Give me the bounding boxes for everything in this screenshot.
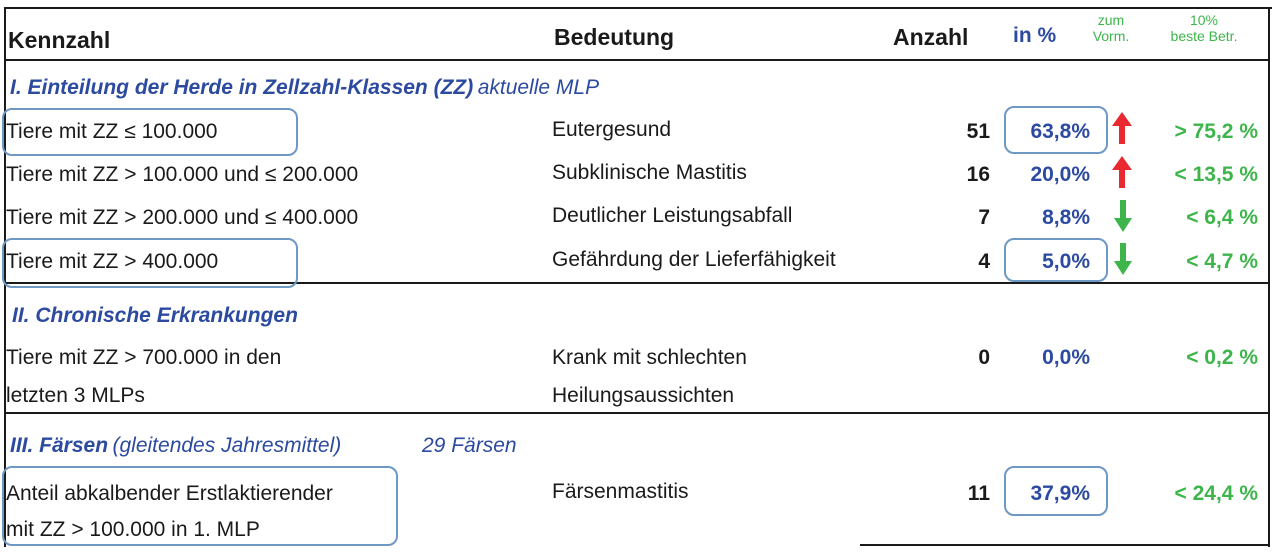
right-border [1268, 7, 1270, 547]
section2-title: II. Chronische Erkrankungen [12, 304, 298, 327]
highlight-row1-percent [1004, 106, 1108, 154]
section2-kennzahl-line2: letzten 3 MLPs [6, 384, 145, 407]
arrow-up-icon [1112, 112, 1132, 144]
header-best-line1: 10% [1189, 12, 1219, 28]
row2-anzahl: 16 [966, 163, 990, 186]
highlight-section3-kennzahl [2, 466, 398, 546]
bottom-rule [860, 544, 1270, 546]
section1-subtitle: aktuelle MLP [477, 76, 600, 99]
highlight-section3-percent [1004, 466, 1108, 516]
row4-best: < 4,7 % [1186, 250, 1258, 273]
top-rule [4, 7, 1272, 9]
section2-best: < 0,2 % [1186, 346, 1258, 369]
section3-subtitle: (gleitendes Jahresmittel) [112, 434, 342, 457]
section3-percent: 37,9% [1030, 482, 1090, 505]
header-in-percent: in % [1013, 24, 1057, 47]
row3-best: < 6,4 % [1186, 206, 1258, 229]
row2-best: < 13,5 % [1174, 163, 1258, 186]
section1-heading [10, 76, 599, 100]
row1-bedeutung: Eutergesund [552, 118, 672, 141]
section3-kennzahl-line1: Anteil abkalbender Erstlaktierender [6, 482, 333, 505]
section1-title: I. Einteilung der Herde in Zellzahl-Klassen (ZZ) [10, 76, 474, 99]
row2-kennzahl: Tiere mit ZZ > 100.000 und ≤ 200.000 [6, 163, 359, 186]
highlight-row1-kennzahl [2, 108, 298, 156]
row1-percent: 63,8% [1030, 120, 1090, 143]
row1-anzahl: 51 [966, 120, 990, 143]
section3-anzahl: 11 [967, 482, 990, 505]
header-zum-vorm [1078, 12, 1144, 44]
row4-percent: 5,0% [1042, 250, 1090, 273]
section2-bedeutung-line1: Krank mit schlechten [552, 346, 747, 369]
header-rule [4, 59, 1270, 61]
header-zum-vorm-line2: Vorm. [1092, 28, 1130, 44]
section3-heading [10, 434, 341, 458]
row4-kennzahl: Tiere mit ZZ > 400.000 [6, 250, 219, 273]
section2-anzahl: 0 [978, 346, 990, 369]
section3-best: < 24,4 % [1174, 482, 1258, 505]
row1-best: > 75,2 % [1174, 120, 1258, 143]
row4-anzahl: 4 [978, 250, 990, 273]
row2-percent: 20,0% [1030, 163, 1090, 186]
row3-bedeutung: Deutlicher Leistungsabfall [552, 204, 793, 227]
section2-bedeutung-line2: Heilungsaussichten [552, 384, 735, 407]
row3-percent: 8,8% [1042, 206, 1090, 229]
section2-percent: 0,0% [1042, 346, 1090, 369]
row1-kennzahl: Tiere mit ZZ ≤ 100.000 [6, 120, 218, 143]
section2-kennzahl-line1: Tiere mit ZZ > 700.000 in den [6, 346, 282, 369]
row3-kennzahl: Tiere mit ZZ > 200.000 und ≤ 400.000 [6, 206, 359, 229]
highlight-row4-percent [1004, 238, 1108, 282]
arrow-up-icon [1112, 156, 1132, 188]
section3-count: 29 Färsen [422, 434, 517, 457]
section3-kennzahl-line2: mit ZZ > 100.000 in 1. MLP [6, 518, 260, 541]
header-anzahl: Anzahl [893, 24, 969, 50]
section3-bedeutung: Färsenmastitis [552, 480, 689, 503]
row4-bedeutung: Gefährdung der Lieferfähigkeit [552, 248, 836, 271]
header-bedeutung: Bedeutung [554, 24, 675, 50]
header-kennzahl: Kennzahl [8, 27, 111, 53]
header-best-line2: beste Betr. [1170, 28, 1238, 44]
header-best [1150, 12, 1258, 44]
row2-bedeutung: Subklinische Mastitis [552, 161, 747, 184]
row3-anzahl: 7 [978, 206, 990, 229]
section3-title: III. Färsen [10, 434, 109, 457]
section2-end-rule [4, 412, 1270, 414]
header-zum-vorm-line1: zum [1097, 12, 1125, 28]
highlight-row4-kennzahl [2, 238, 298, 288]
